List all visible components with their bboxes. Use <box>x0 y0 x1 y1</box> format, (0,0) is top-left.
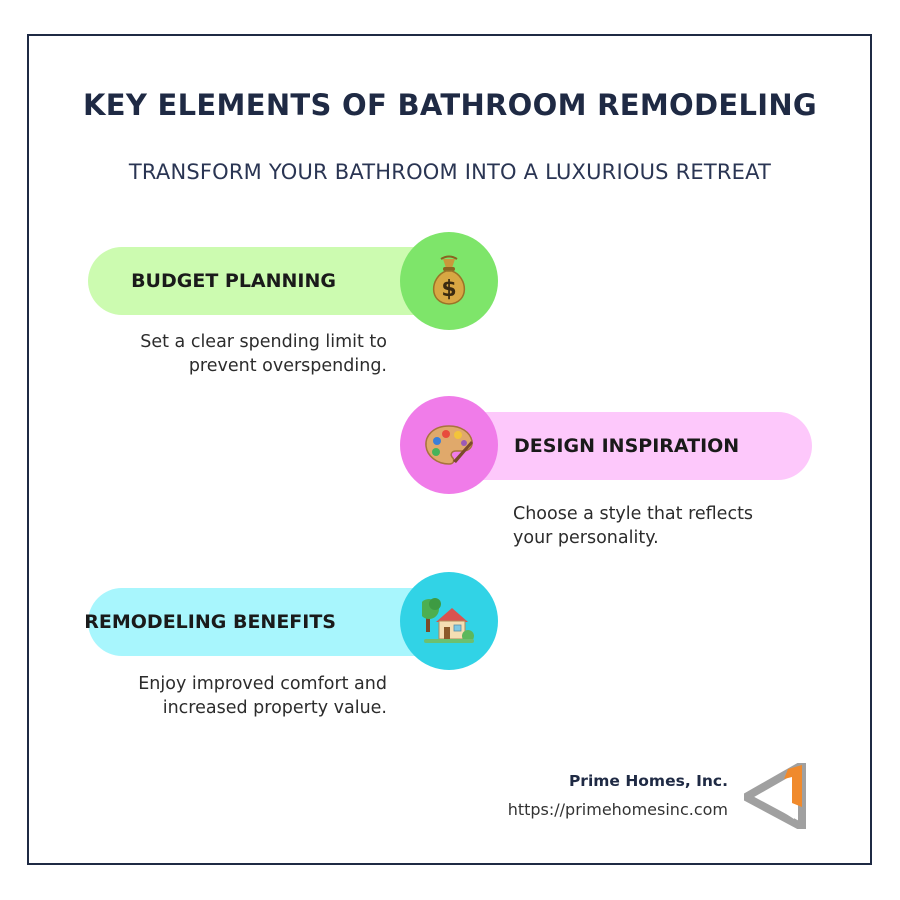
step-remodeling-benefits-description: Enjoy improved comfort and increased property value. <box>138 674 387 718</box>
step-budget-planning-label: BUDGET PLANNING <box>131 270 336 292</box>
step-budget-planning-badge <box>400 232 498 330</box>
page-title: KEY ELEMENTS OF BATHROOM REMODELING <box>82 88 818 122</box>
prime-homes-logo-icon <box>744 763 806 829</box>
step-remodeling-benefits-label: REMODELING BENEFITS <box>84 611 336 633</box>
step-budget-planning-description: Set a clear spending limit to prevent overspending. <box>140 332 387 376</box>
step-design-inspiration-label: DESIGN INSPIRATION <box>514 435 740 457</box>
artist-palette-icon <box>423 423 475 467</box>
money-bag-icon <box>426 255 472 307</box>
company-url-link[interactable]: https://primehomesinc.com <box>507 800 728 819</box>
page-subtitle: TRANSFORM YOUR BATHROOM INTO A LUXURIOUS RETREAT <box>128 160 772 184</box>
step-design-inspiration-badge <box>400 396 498 494</box>
step-design-inspiration-description: Choose a style that reflects your personality. <box>513 504 754 548</box>
step-remodeling-benefits-badge <box>400 572 498 670</box>
step-budget-planning-pill <box>88 247 448 315</box>
svg-text:$: $ <box>441 277 457 302</box>
step-remodeling-benefits-pill <box>84 588 448 656</box>
house-with-garden-icon <box>422 596 476 646</box>
company-name: Prime Homes, Inc. <box>568 772 728 790</box>
